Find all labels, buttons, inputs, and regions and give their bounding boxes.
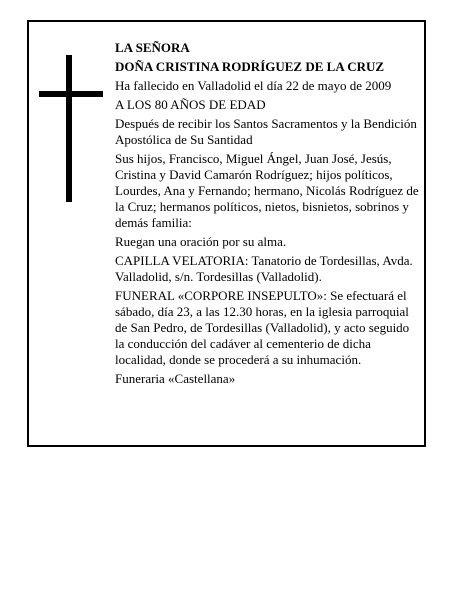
age-statement: A LOS 80 AÑOS DE EDAD bbox=[115, 97, 266, 112]
honorific-title: LA SEÑORA bbox=[115, 40, 190, 55]
death-statement: Ha fallecido en Valladolid el día 22 de mayo de 2009 bbox=[115, 78, 392, 93]
obituary-text bbox=[115, 40, 420, 390]
cross-icon bbox=[39, 55, 103, 202]
family-list: Sus hijos, Francisco, Miguel Ángel, Juan José, Jesús, Cristina y David Camarón Rodríguez; hijos políticos, Lourdes, Ana y Fernando; hermano, Nicolás Rodríguez de la Cruz; hermanos políticos, nietos, bisnietos, sobrinos y demás familia: bbox=[115, 151, 419, 230]
sacraments-statement: Después de recibir los Santos Sacramentos y la Bendición Apostólica de Su Santidad bbox=[115, 116, 417, 147]
funeral-home: Funeraria «Castellana» bbox=[115, 371, 236, 386]
funeral-info: FUNERAL «CORPORE INSEPULTO»: Se efectuará el sábado, día 23, a las 12.30 horas, en la iglesia parroquial de San Pedro, de Tordesillas (Valladolid), y acto seguido la conducción del cadáver al cementerio de dicha localidad, donde se procederá a su inhumación. bbox=[115, 288, 410, 367]
deceased-name: DOÑA CRISTINA RODRÍGUEZ DE LA CRUZ bbox=[115, 59, 385, 74]
obituary-notice bbox=[27, 20, 426, 447]
cross-horizontal-bar bbox=[39, 91, 103, 97]
chapel-info: CAPILLA VELATORIA: Tanatorio de Tordesillas, Avda. Valladolid, s/n. Tordesillas (Valladolid). bbox=[115, 253, 413, 284]
prayer-request: Ruegan una oración por su alma. bbox=[115, 234, 287, 249]
cross-vertical-bar bbox=[66, 55, 72, 202]
